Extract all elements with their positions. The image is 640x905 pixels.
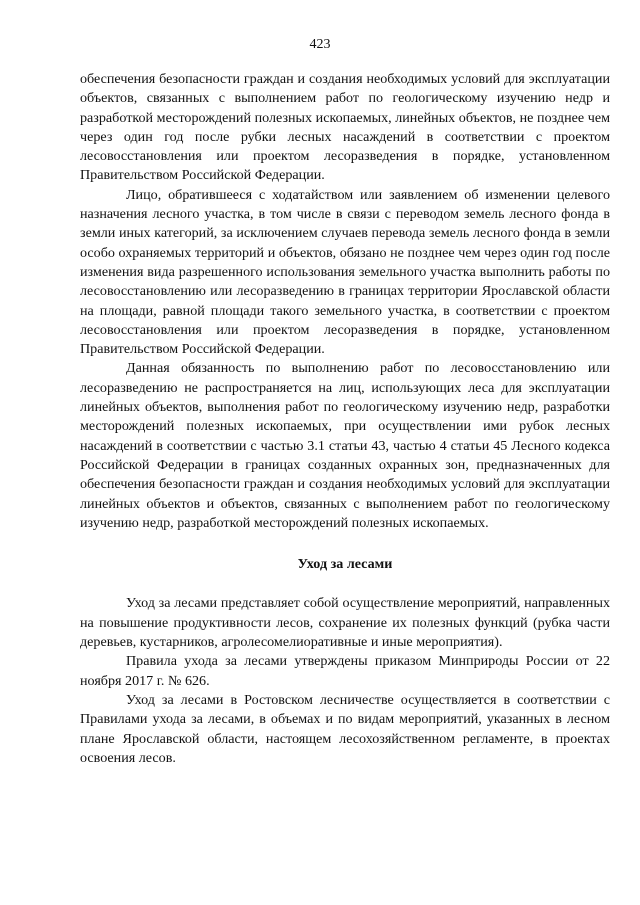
page-content [80, 70, 610, 768]
paragraph-forest-care-definition: Уход за лесами представляет собой осуществление мероприятий, направленных на повышение продуктивности лесов, сохранение их полезных функций (рубка части деревьев, кустарников, агролесомелиоративные и иные мероприятия). [80, 595, 610, 651]
paragraph-obligation-exemption: Данная обязанность по выполнению работ по лесовосстановлению или лесоразведению не распространяется на лиц, использующих леса для эксплуатации линейных объектов, выполнения работ по геологическому изучению недр, разработки месторождений полезных ископаемых, при осуществлении ими рубок лесных насаждений в соответствии с частью 3.1 статьи 43, частью 4 статьи 45 Лесного кодекса Российской Федерации в границах созданных охранных зон, предназначенных для обеспечения безопасности граждан и создания необходимых условий для эксплуатации линейных объектов и объектов, связанных с выполнением работ по геологическому изучению недр, разработкой месторождений полезных ископаемых. [80, 360, 610, 531]
paragraph-continuation: обеспечения безопасности граждан и создания необходимых условий для эксплуатации объектов, связанных с выполнением работ по геологическому изучению недр и разработкой месторождений полезных ископаемых, линейных объектов, не позднее чем через один год после рубки лесных насаждений в соответствии с проектом лесовосстановления или проектом лесоразведения в порядке, установленном Правительством Российской Федерации. [80, 71, 610, 184]
paragraph-forest-care-rostov: Уход за лесами в Ростовском лесничестве осуществляется в соответствии с Правилами ухода за лесами, в объемах и по видам мероприятий, указанных в лесном плане Ярославской области, настоящем лесохозяйственном регламенте, в проектах освоения лесов. [80, 691, 610, 766]
paragraph-forest-care-rules: Правила ухода за лесами утверждены приказом Минприроды России от 22 ноября 2017 г. № 626. [80, 653, 610, 689]
section-heading: Уход за лесами [297, 556, 393, 573]
paragraph-change-of-purpose: Лицо, обратившееся с ходатайством или заявлением об изменении целевого назначения лесного участка, в том числе в связи с переводом земель лесного фонда в земли иных категорий, за исключением случаев перевода земель лесного фонда в земли особо охраняемых территорий и объектов, обязано не позднее чем через один год после изменения вида разрешенного использования земельного участка выполнить работы по лесовосстановлению или лесоразведению в границах территории Ярославской области на площади, равной площади такого земельного участка, в соответствии с проектом лесовосстановления или проектом лесоразведения в порядке, установленном Правительством Российской Федерации. [80, 186, 610, 358]
page-number: 423 [309, 37, 331, 52]
